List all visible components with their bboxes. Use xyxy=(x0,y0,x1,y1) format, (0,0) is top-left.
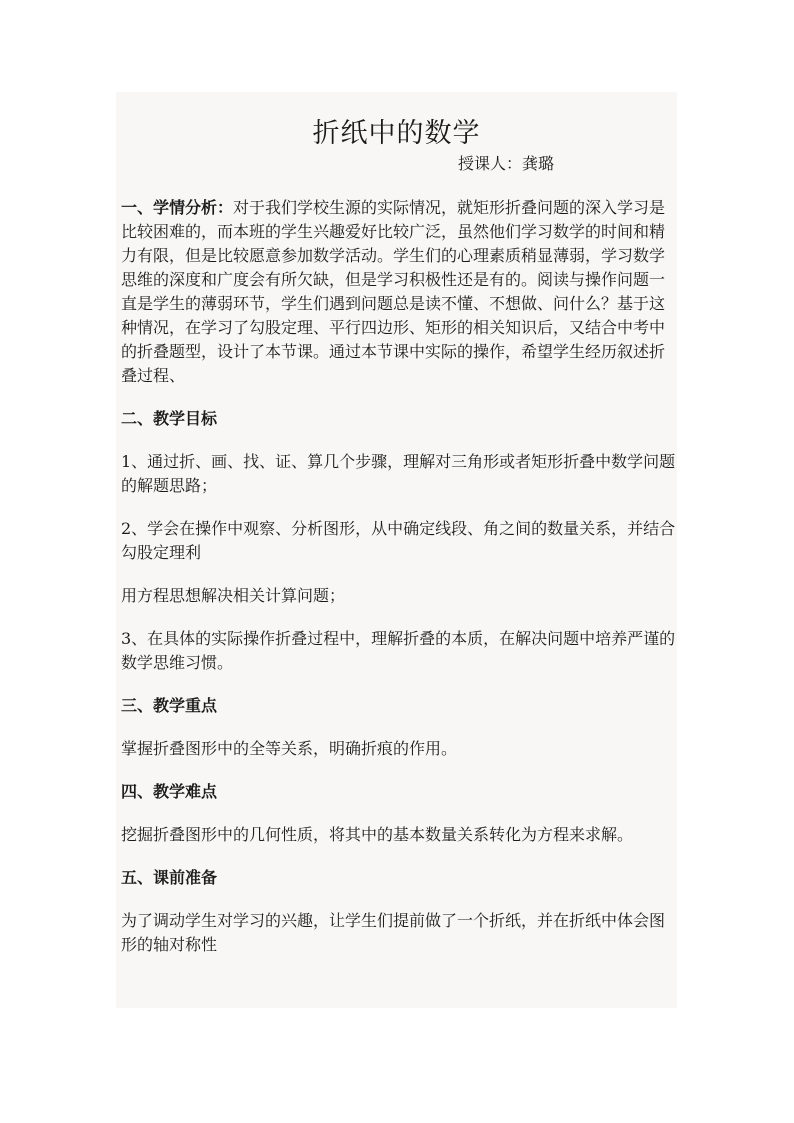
section-analysis-heading: 一、学情分析： xyxy=(121,198,234,217)
section-analysis xyxy=(121,196,677,388)
section-difficulties-heading: 四、教学难点 xyxy=(121,782,218,801)
section-preparation-text: 为了调动学生对学习的兴趣，让学生们提前做了一个折纸，并在折纸中体会图形的轴对称性 xyxy=(121,911,666,954)
section-difficulties-text: 挖掘折叠图形中的几何性质，将其中的基本数量关系转化为方程来求解。 xyxy=(121,825,634,844)
objective-item-2-continued: 用方程思想解决相关计算问题； xyxy=(121,586,346,605)
objective-item-3: 3、在具体的实际操作折叠过程中，理解折叠的本质，在解决问题中培养严谨的数学思维习惯。 xyxy=(121,629,676,672)
objective-item-1: 1、通过折、画、找、证、算几个步骤，理解对三角形或者矩形折叠中数学问题的解题思路； xyxy=(121,452,676,495)
objective-item-2: 2、学会在操作中观察、分析图形，从中确定线段、角之间的数量关系，并结合勾股定理利 xyxy=(121,519,676,562)
author-line: 授课人：龚璐 xyxy=(458,154,555,173)
section-objectives-heading: 二、教学目标 xyxy=(121,409,218,428)
section-preparation-heading: 五、课前准备 xyxy=(121,868,218,887)
document-title: 折纸中的数学 xyxy=(312,118,481,150)
section-key-points-text: 掌握折叠图形中的全等关系，明确折痕的作用。 xyxy=(121,739,458,758)
section-analysis-text: 对于我们学校生源的实际情况，就矩形折叠问题的深入学习是比较困难的，而本班的学生兴趣爱好比较广泛，虽然他们学习数学的时间和精力有限，但是比较愿意参加数学活动。学生们的心理素质稍显薄弱，学习数学思维的深度和广度会有所欠缺，但是学习积极性还是有的。阅读与操作问题一直是学生的薄弱环节，学生们遇到问题总是读不懂、不想做、问什么？基于这种情况，在学习了勾股定理、平行四边形、矩形的相关知识后，又结合中考中的折叠题型，设计了本节课。通过本节课中实际的操作，希望学生经历叙述折叠过程、 xyxy=(121,198,666,385)
section-key-points-heading: 三、教学重点 xyxy=(121,696,218,715)
document-body xyxy=(121,196,677,957)
